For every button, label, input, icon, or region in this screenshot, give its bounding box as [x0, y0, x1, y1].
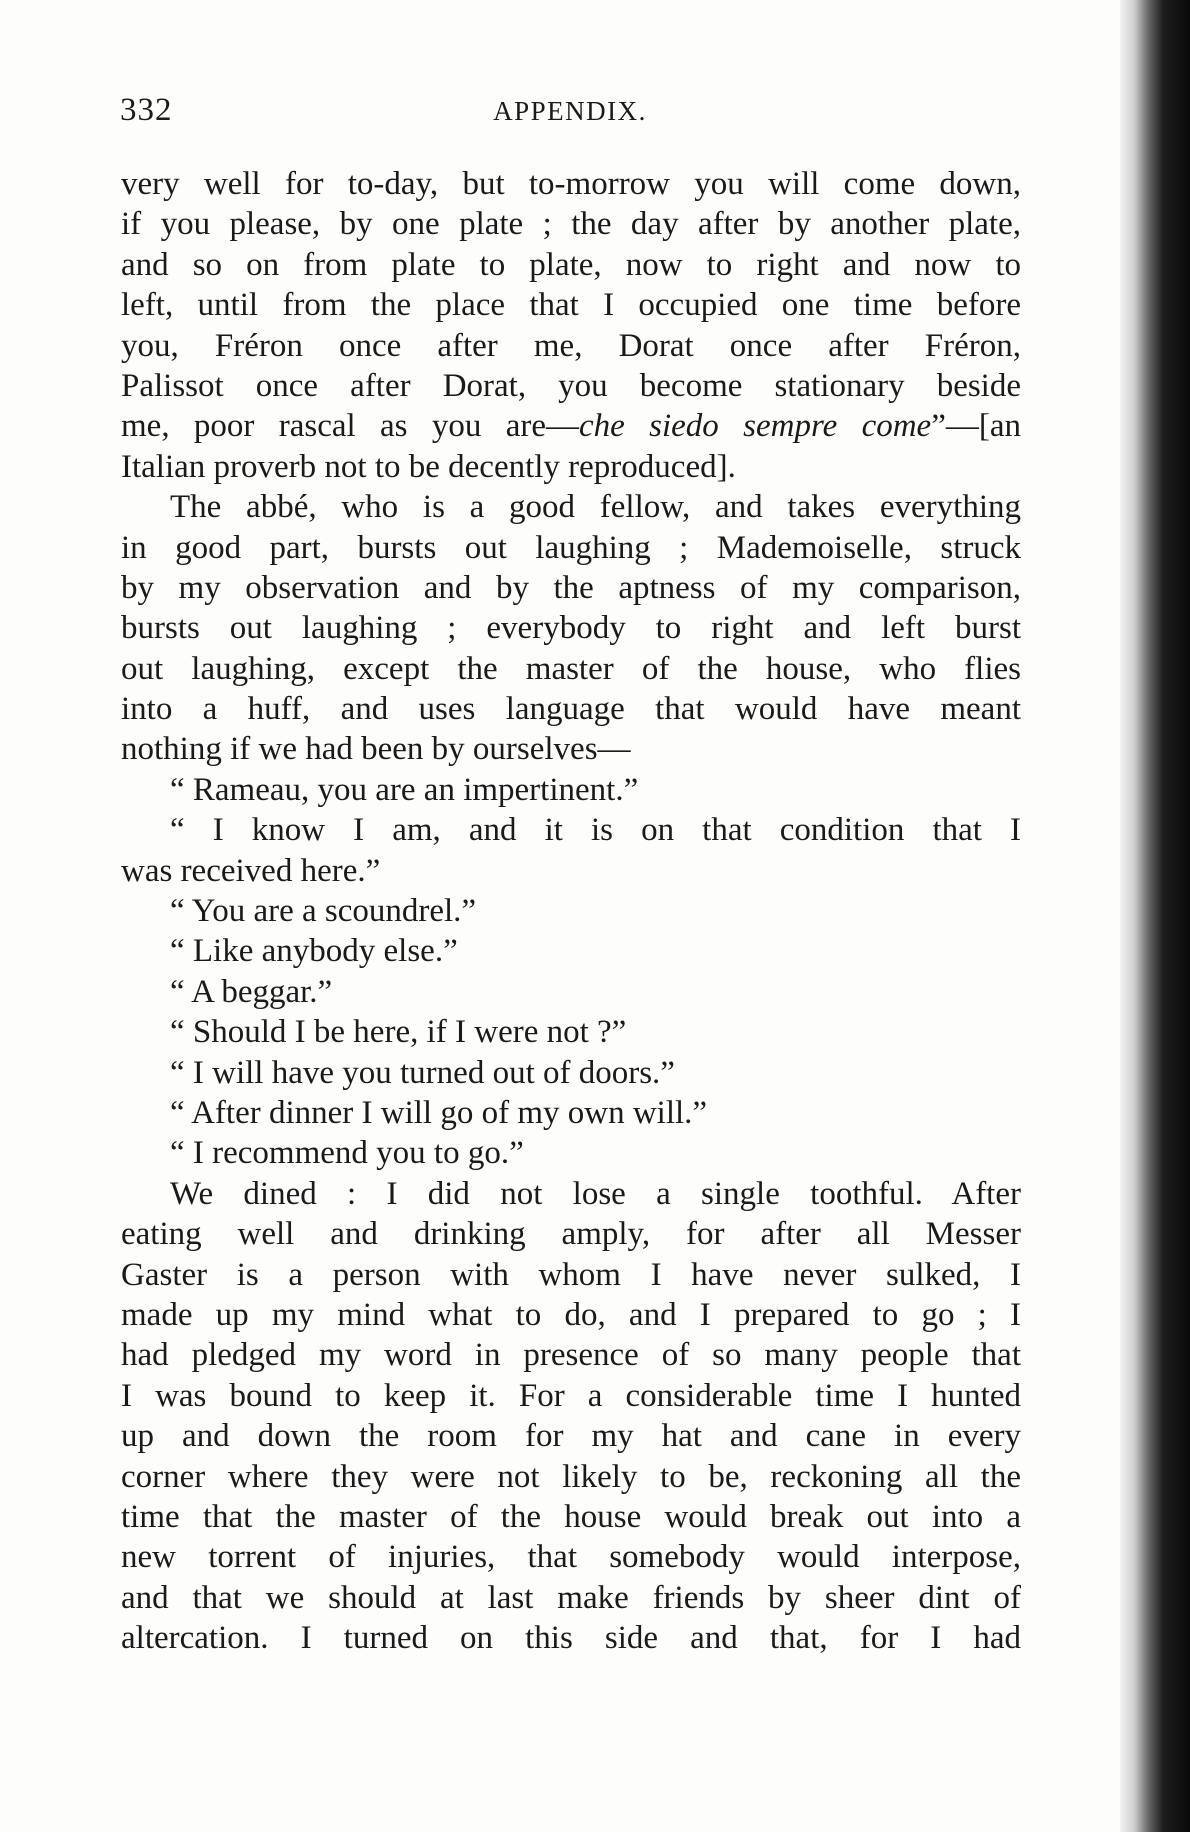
- text-line: [121, 406, 1021, 446]
- page-number: 332: [120, 92, 173, 128]
- italic-phrase: che siedo sempre come: [579, 408, 932, 445]
- text-segment: ”—[an: [931, 408, 1021, 445]
- text-line: by my observation and by the aptness of my comparison,: [121, 569, 1021, 606]
- text-line: “ I know I am, and it is on that condition that I: [170, 812, 1021, 849]
- book-binding-edge: [1120, 0, 1190, 1832]
- text-line: out laughing, except the master of the house, who flies: [121, 650, 1021, 687]
- text-line: Palissot once after Dorat, you become stationary beside: [121, 367, 1021, 404]
- text-line: altercation. I turned on this side and that, for I had: [121, 1620, 1021, 1657]
- text-line: “ After dinner I will go of my own will.”: [170, 1094, 708, 1131]
- text-line: into a huff, and uses language that would have meant: [121, 691, 1021, 728]
- text-line: corner where they were not likely to be, reckoning all the: [121, 1458, 1021, 1495]
- text-line: “ Rameau, you are an impertinent.”: [170, 771, 639, 808]
- text-line: “ I recommend you to go.”: [170, 1135, 524, 1172]
- text-line: The abbé, who is a good fellow, and takes everything: [170, 489, 1021, 526]
- text-line: “ Should I be here, if I were not ?”: [170, 1014, 627, 1051]
- text-line: nothing if we had been by ourselves—: [121, 731, 631, 768]
- text-line: bursts out laughing ; everybody to right and left burst: [121, 610, 1021, 647]
- text-segment: me, poor rascal as you are—: [121, 408, 579, 445]
- text-line: and that we should at last make friends by sheer dint of: [121, 1579, 1021, 1616]
- body-text: [121, 164, 1021, 1658]
- text-line: had pledged my word in presence of so many people that: [121, 1337, 1021, 1374]
- text-line: “ Like anybody else.”: [170, 933, 458, 970]
- text-line: you, Fréron once after me, Dorat once after Fréron,: [121, 327, 1021, 364]
- text-line: new torrent of injuries, that somebody would interpose,: [121, 1539, 1021, 1576]
- running-head: APPENDIX.: [493, 96, 647, 126]
- text-line: and so on from plate to plate, now to right and now to: [121, 246, 1021, 283]
- text-line: made up my mind what to do, and I prepared to go ; I: [121, 1296, 1021, 1333]
- text-line: Gaster is a person with whom I have never sulked, I: [121, 1256, 1021, 1293]
- page-header: [120, 92, 1020, 136]
- text-line: We dined : I did not lose a single toothful. After: [170, 1175, 1021, 1212]
- text-line: very well for to-day, but to-morrow you will come down,: [121, 166, 1021, 202]
- text-line: up and down the room for my hat and cane in every: [121, 1418, 1021, 1455]
- text-line: Italian proverb not to be decently reproduced].: [121, 448, 736, 485]
- text-line: I was bound to keep it. For a considerable time I hunted: [121, 1377, 1021, 1414]
- text-line: if you please, by one plate ; the day after by another plate,: [121, 206, 1021, 243]
- text-line: in good part, bursts out laughing ; Mademoiselle, struck: [121, 529, 1021, 566]
- text-line: was received here.”: [121, 852, 381, 889]
- text-line: time that the master of the house would break out into a: [121, 1498, 1021, 1535]
- text-line: “ You are a scoundrel.”: [170, 893, 477, 930]
- text-line: left, until from the place that I occupied one time before: [121, 287, 1021, 324]
- text-line: “ A beggar.”: [170, 973, 333, 1010]
- text-line: “ I will have you turned out of doors.”: [170, 1054, 675, 1091]
- text-line: eating well and drinking amply, for after all Messer: [121, 1216, 1021, 1253]
